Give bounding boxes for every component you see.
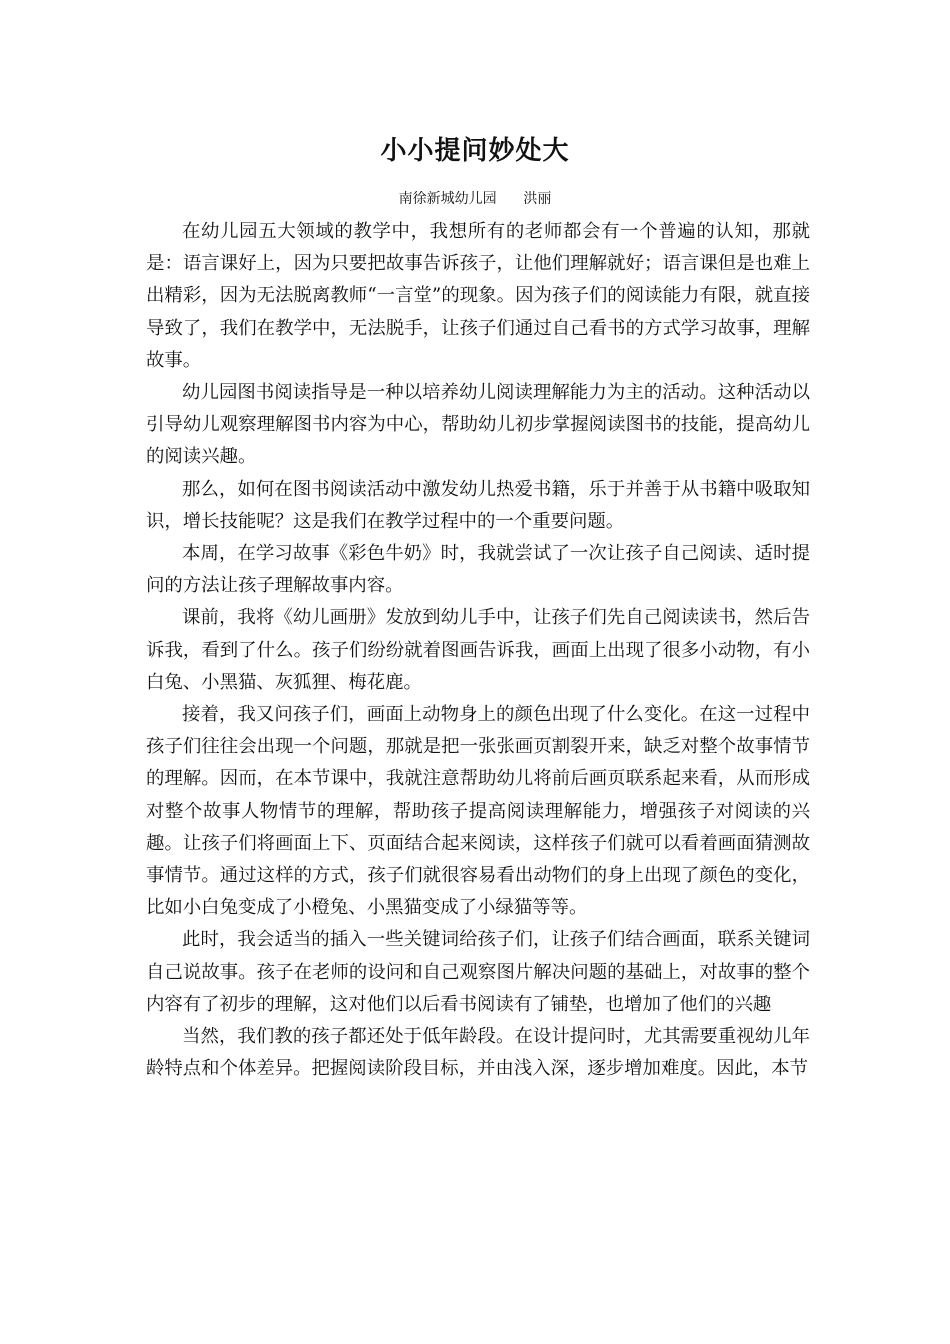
document-title: 小小提问妙处大 — [380, 136, 570, 166]
paragraph-4: 本周，在学习故事《彩色牛奶》时，我就尝试了一次让孩子自己阅读、适时提问的方法让孩子理解故事内容。 — [146, 543, 810, 597]
paragraph-6: 接着，我又问孩子们，画面上动物身上的颜色出现了什么变化。在这一过程中孩子们往往会出现一个问题，那就是把一张张画页割裂开来，缺乏对整个故事情节的理解。因而，在本节课中，我就注意帮助幼儿将前后画页联系起来看，从而形成对整个故事人物情节的理解，帮助孩子提高阅读理解能力，增强孩子对阅读的兴趣。让孩子们将画面上下、页面结合起来阅读，这样孩子们就可以看着画面猜测故事情节。通过这样的方式，孩子们就很容易看出动物们的身上出现了颜色的变化，比如小白兔变成了小橙兔、小黑猫变成了小绿猫等等。 — [146, 704, 810, 919]
document-body — [146, 216, 810, 1085]
author-line: 南徐新城幼儿园 洪丽 — [398, 191, 552, 207]
paragraph-2: 幼儿园图书阅读指导是一种以培养幼儿阅读理解能力为主的活动。这种活动以引导幼儿观察理解图书内容为中心，帮助幼儿初步掌握阅读图书的技能，提高幼儿的阅读兴趣。 — [146, 382, 810, 468]
paragraph-8: 当然，我们教的孩子都还处于低年龄段。在设计提问时，尤其需要重视幼儿年龄特点和个体差异。把握阅读阶段目标，并由浅入深，逐步增加难度。因此，本节 — [146, 1026, 810, 1080]
paragraph-3: 那么，如何在图书阅读活动中激发幼儿热爱书籍，乐于并善于从书籍中吸取知识，增长技能呢？这是我们在教学过程中的一个重要问题。 — [146, 478, 810, 532]
paragraph-1: 在幼儿园五大领域的教学中，我想所有的老师都会有一个普遍的认知，那就是：语言课好上，因为只要把故事告诉孩子，让他们理解就好；语言课但是也难上出精彩，因为无法脱离教师“一言堂”的现象。因为孩子们的阅读能力有限，就直接导致了，我们在教学中，无法脱手，让孩子们通过自己看书的方式学习故事，理解故事。 — [146, 221, 810, 371]
paragraph-7: 此时，我会适当的插入一些关键词给孩子们，让孩子们结合画面，联系关键词自己说故事。孩子在老师的设问和自己观察图片解决问题的基础上，对故事的整个内容有了初步的理解，这对他们以后看书阅读有了铺垫，也增加了他们的兴趣 — [146, 929, 810, 1015]
paragraph-5: 课前，我将《幼儿画册》发放到幼儿手中，让孩子们先自己阅读读书，然后告诉我，看到了什么。孩子们纷纷就着图画告诉我，画面上出现了很多小动物，有小白兔、小黑猫、灰狐狸、梅花鹿。 — [146, 607, 810, 693]
